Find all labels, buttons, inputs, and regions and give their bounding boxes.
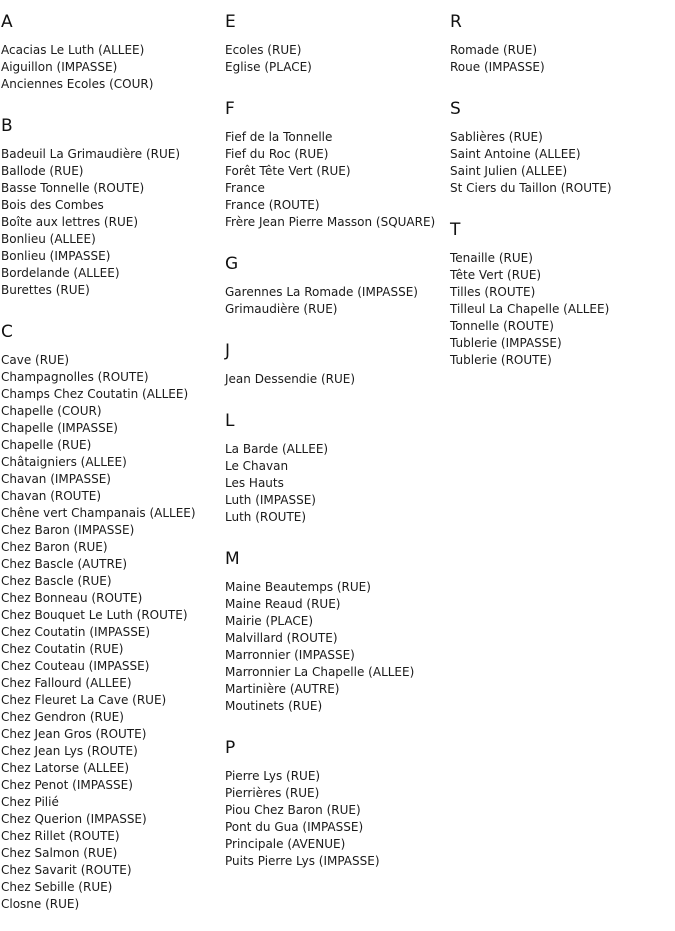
street-name: Fief de la Tonnelle xyxy=(225,130,333,144)
street-name: Pierrières (RUE) xyxy=(225,786,320,800)
street-name: Badeuil La Grimaudière (RUE) xyxy=(1,147,181,161)
street-list xyxy=(225,284,418,318)
street-name: Tonnelle (ROUTE) xyxy=(450,319,554,333)
street-name: Tublerie (IMPASSE) xyxy=(450,336,562,350)
street-name: Chez Baron (IMPASSE) xyxy=(1,523,135,537)
street-name: Moutinets (RUE) xyxy=(225,699,323,713)
street-name: Marronnier (IMPASSE) xyxy=(225,648,355,662)
street-name: Tilleul La Chapelle (ALLEE) xyxy=(450,302,610,316)
street-list xyxy=(225,129,435,231)
street-name: Tenaille (RUE) xyxy=(450,251,533,265)
section-letter-heading: R xyxy=(450,12,462,32)
street-name: La Barde (ALLEE) xyxy=(225,442,329,456)
street-name: Acacias Le Luth (ALLEE) xyxy=(1,43,145,57)
street-name: Principale (AVENUE) xyxy=(225,837,346,851)
street-name: Romade (RUE) xyxy=(450,43,538,57)
street-list xyxy=(1,352,196,913)
street-name: Garennes La Romade (IMPASSE) xyxy=(225,285,418,299)
street-name: Chez Bascle (RUE) xyxy=(1,574,112,588)
street-name: Chez Penot (IMPASSE) xyxy=(1,778,133,792)
section-letter-heading: J xyxy=(225,341,231,361)
street-name: Chez Jean Gros (ROUTE) xyxy=(1,727,147,741)
street-name: Chez Rillet (ROUTE) xyxy=(1,829,120,843)
section-letter-heading: E xyxy=(225,12,236,32)
section-letter-heading: L xyxy=(225,411,235,431)
street-name: Tublerie (ROUTE) xyxy=(450,353,552,367)
street-name: Chez Sebille (RUE) xyxy=(1,880,113,894)
street-name: Bonlieu (ALLEE) xyxy=(1,232,96,246)
street-name: Chez Bouquet Le Luth (ROUTE) xyxy=(1,608,188,622)
street-name: Saint Julien (ALLEE) xyxy=(450,164,568,178)
section-letter-heading: G xyxy=(225,254,239,274)
street-name: Forêt Tête Vert (RUE) xyxy=(225,164,351,178)
section-letter-heading: M xyxy=(225,549,240,569)
street-name: Châtaigniers (ALLEE) xyxy=(1,455,127,469)
street-name: Sablières (RUE) xyxy=(450,130,543,144)
street-name: Pierre Lys (RUE) xyxy=(225,769,321,783)
street-name: France (ROUTE) xyxy=(225,198,320,212)
section-letter-heading: F xyxy=(225,99,235,119)
street-name: Basse Tonnelle (ROUTE) xyxy=(1,181,145,195)
street-name: Maine Reaud (RUE) xyxy=(225,597,341,611)
street-name: Pont du Gua (IMPASSE) xyxy=(225,820,364,834)
street-name: Chez Bascle (AUTRE) xyxy=(1,557,128,571)
street-name: France xyxy=(225,181,265,195)
street-name: Martinière (AUTRE) xyxy=(225,682,340,696)
street-name: Chez Latorse (ALLEE) xyxy=(1,761,130,775)
street-name: Chez Pilié xyxy=(1,795,59,809)
street-name: Grimaudière (RUE) xyxy=(225,302,338,316)
street-name: Bordelande (ALLEE) xyxy=(1,266,120,280)
street-name: Chapelle (RUE) xyxy=(1,438,92,452)
street-name: St Ciers du Taillon (ROUTE) xyxy=(450,181,612,195)
street-name: Frère Jean Pierre Masson (SQUARE) xyxy=(225,215,436,229)
street-list xyxy=(225,579,414,715)
street-name: Marronnier La Chapelle (ALLEE) xyxy=(225,665,415,679)
street-name: Chapelle (COUR) xyxy=(1,404,102,418)
street-name: Mairie (PLACE) xyxy=(225,614,314,628)
section-letter-heading: B xyxy=(1,116,13,136)
street-name: Fief du Roc (RUE) xyxy=(225,147,329,161)
street-name: Chez Jean Lys (ROUTE) xyxy=(1,744,138,758)
street-name: Chez Fallourd (ALLEE) xyxy=(1,676,132,690)
street-name: Saint Antoine (ALLEE) xyxy=(450,147,581,161)
section-letter-heading: P xyxy=(225,738,236,758)
street-name: Closne (RUE) xyxy=(1,897,80,911)
street-name: Chez Coutatin (RUE) xyxy=(1,642,124,656)
street-name: Maine Beautemps (RUE) xyxy=(225,580,371,594)
street-name: Boîte aux lettres (RUE) xyxy=(1,215,138,229)
street-list xyxy=(1,42,153,93)
street-name: Ballode (RUE) xyxy=(1,164,84,178)
street-name: Malvillard (ROUTE) xyxy=(225,631,338,645)
street-name: Chez Savarit (ROUTE) xyxy=(1,863,132,877)
street-list xyxy=(225,441,328,526)
street-name: Les Hauts xyxy=(225,476,284,490)
street-name: Jean Dessendie (RUE) xyxy=(225,372,356,386)
street-name: Chez Baron (RUE) xyxy=(1,540,108,554)
street-name: Chavan (ROUTE) xyxy=(1,489,102,503)
street-list xyxy=(450,42,545,76)
street-list xyxy=(1,146,180,299)
street-list xyxy=(450,129,612,197)
street-name: Piou Chez Baron (RUE) xyxy=(225,803,361,817)
street-name: Chavan (IMPASSE) xyxy=(1,472,111,486)
section-letter-heading: A xyxy=(1,12,13,32)
street-list xyxy=(225,371,355,388)
street-name: Le Chavan xyxy=(225,459,289,473)
street-name: Ecoles (RUE) xyxy=(225,43,302,57)
street-list xyxy=(450,250,609,369)
street-name: Chez Gendron (RUE) xyxy=(1,710,124,724)
street-name: Bonlieu (IMPASSE) xyxy=(1,249,111,263)
street-name: Luth (IMPASSE) xyxy=(225,493,316,507)
section-letter-heading: S xyxy=(450,99,461,119)
street-name: Puits Pierre Lys (IMPASSE) xyxy=(225,854,380,868)
street-name: Chez Salmon (RUE) xyxy=(1,846,118,860)
street-name: Chez Couteau (IMPASSE) xyxy=(1,659,150,673)
street-name: Chez Fleuret La Cave (RUE) xyxy=(1,693,167,707)
street-name: Chêne vert Champanais (ALLEE) xyxy=(1,506,196,520)
street-name: Champs Chez Coutatin (ALLEE) xyxy=(1,387,189,401)
street-name: Chez Querion (IMPASSE) xyxy=(1,812,147,826)
street-name: Anciennes Ecoles (COUR) xyxy=(1,77,154,91)
street-list xyxy=(225,768,380,870)
street-name: Eglise (PLACE) xyxy=(225,60,312,74)
section-letter-heading: T xyxy=(450,220,461,240)
street-name: Cave (RUE) xyxy=(1,353,70,367)
street-name: Chez Bonneau (ROUTE) xyxy=(1,591,143,605)
street-name: Tilles (ROUTE) xyxy=(450,285,536,299)
street-name: Champagnolles (ROUTE) xyxy=(1,370,149,384)
section-letter-heading: C xyxy=(1,322,13,342)
street-name: Tête Vert (RUE) xyxy=(450,268,542,282)
street-name: Chapelle (IMPASSE) xyxy=(1,421,118,435)
street-name: Roue (IMPASSE) xyxy=(450,60,545,74)
street-name: Luth (ROUTE) xyxy=(225,510,307,524)
street-name: Bois des Combes xyxy=(1,198,104,212)
street-name: Aiguillon (IMPASSE) xyxy=(1,60,118,74)
street-name: Chez Coutatin (IMPASSE) xyxy=(1,625,151,639)
street-list xyxy=(225,42,312,76)
street-name: Burettes (RUE) xyxy=(1,283,90,297)
